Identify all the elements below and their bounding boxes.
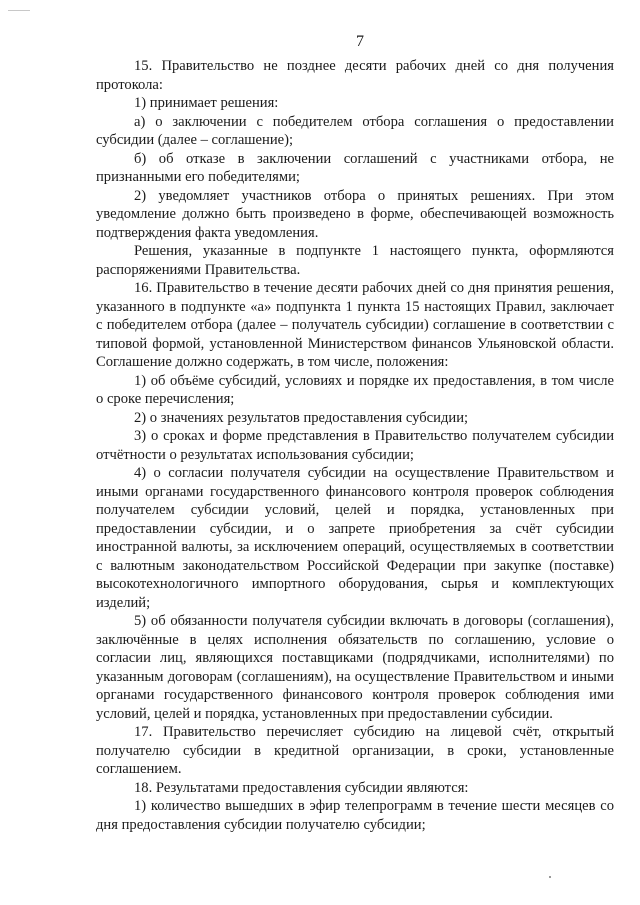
scan-speck <box>549 876 551 878</box>
paragraph-15-1: 1) принимает решения: <box>134 95 279 111</box>
paragraph-16-2: 2) о значениях результатов предоставления субсидии; <box>134 409 469 426</box>
paragraph-15-1-a: а) о заключении с победителем отбора соглашения о предоставлении субсидии (далее – соглашение); <box>96 113 614 148</box>
paragraph-18-1: 1) количество вышедших в эфир телепрограмм в течение шести месяцев со дня предоставления субсидии получателю субсидии; <box>96 798 614 833</box>
paragraph-17: 17. Правительство перечисляет субсидию на лицевой счёт, открытый получателю субсидии в кредитной организации, в сроки, установленные соглашением. <box>96 724 614 777</box>
paragraph-16-4: 4) о согласии получателя субсидии на осуществление Правительством и иными органами государственного финансового контроля проверок соблюдения получателем субсидии условий, целей и порядка, установленных при предоставлении субсидии, и о запрете приобретения за счёт субсидии иностранной валюты, за исключением операций, осуществляемых в соответствии с валютным законодательством Российской Федерации при закупке (поставке) высокотехнологичного импортного оборудования, сырья и комплектующих изделий; <box>96 465 614 611</box>
paragraph-15: 15. Правительство не позднее десяти рабочих дней со дня получения протокола: <box>96 58 614 93</box>
paragraph-15-note: Решения, указанные в подпункте 1 настоящего пункта, оформляются распоряжениями Правительства. <box>96 243 614 278</box>
paragraph-16-3: 3) о сроках и форме представления в Правительство получателем субсидии отчётности о результатах использования субсидии; <box>96 428 614 463</box>
paragraph-16: 16. Правительство в течение десяти рабочих дней со дня принятия решения, указанного в подпункте «а» подпункта 1 пункта 15 настоящих Правил, заключает с победителем отбора (далее – получатель субсидии) соглашение в соответствии с типовой формой, установленной Министерством финансов Ульяновской области. Соглашение должно содержать, в том числе, положения: <box>96 280 614 370</box>
paragraph-16-1: 1) об объёме субсидий, условиях и порядке их предоставления, в том числе о сроке перечисления; <box>96 372 614 407</box>
page-number: 7 <box>356 33 364 50</box>
scan-corner-mark <box>8 10 30 11</box>
paragraph-18: 18. Результатами предоставления субсидии являются: <box>134 779 469 796</box>
paragraph-15-1-b: б) об отказе в заключении соглашений с участниками отбора, не признанными его победителями; <box>96 150 614 185</box>
paragraph-15-2: 2) уведомляет участников отбора о принятых решениях. При этом уведомление должно быть произведено в форме, обеспечивающей возможность подтверждения факта уведомления. <box>96 187 614 241</box>
paragraph-16-5: 5) об обязанности получателя субсидии включать в договоры (соглашения), заключённые в целях исполнения обязательств по соглашению, условие о согласии лиц, являющихся поставщиками (подрядчиками, исполнителями) по указанным договорам (соглашениям), на осуществление Правительством и иными органами государственного финансового контроля проверок соблюдения ими условий, целей и порядка, установленных при предоставлении субсидии. <box>96 613 614 722</box>
document-body <box>96 57 614 834</box>
